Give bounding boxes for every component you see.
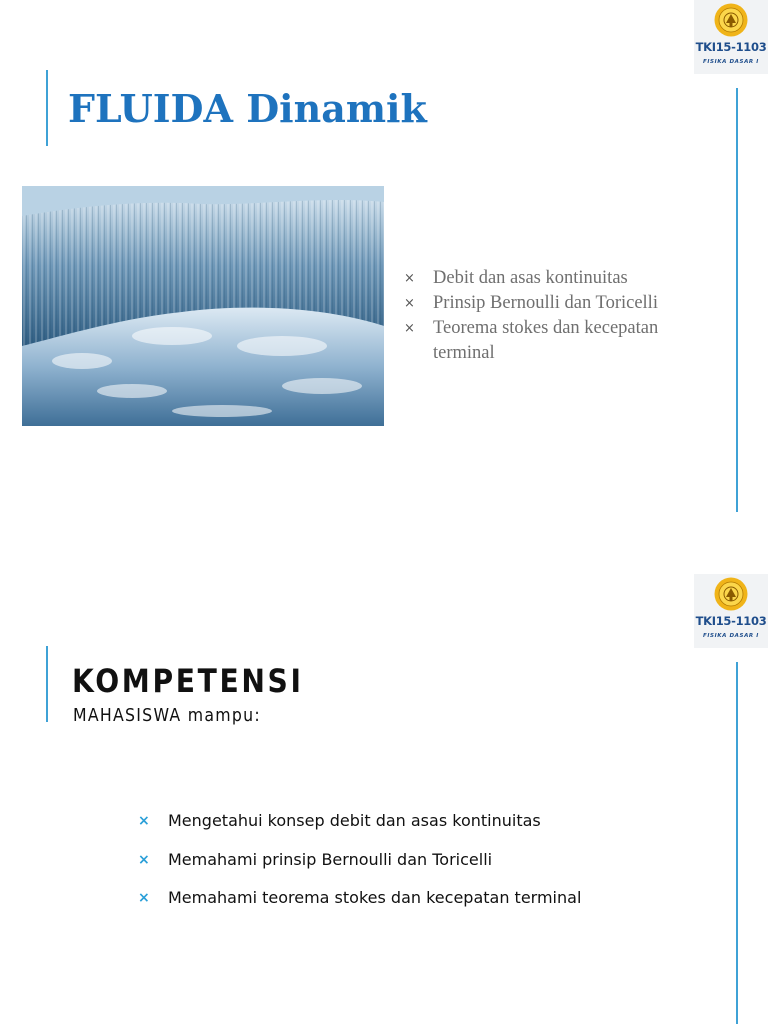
cross-bullet-icon: × — [138, 851, 150, 868]
list-item — [138, 887, 698, 926]
list-item — [404, 266, 724, 291]
waterfall-photo — [22, 186, 384, 426]
course-subject: FISIKA DASAR I — [703, 633, 759, 639]
cross-bullet-icon: × — [404, 321, 415, 336]
course-code: TKI15-1103 — [695, 614, 767, 628]
section-subtitle: MAHASISWA mampu: — [73, 706, 261, 726]
list-item — [138, 810, 698, 849]
list-item-text: Memahami teorema stokes dan kecepatan terminal — [168, 888, 582, 907]
topic-list — [404, 266, 724, 366]
right-accent-line — [736, 662, 738, 1024]
list-item — [138, 849, 698, 888]
list-item — [404, 291, 724, 316]
right-accent-line — [736, 88, 738, 512]
course-badge — [694, 574, 768, 648]
competency-list — [138, 810, 698, 926]
section-title: KOMPETENSI — [72, 662, 304, 700]
slide-kompetensi — [0, 512, 768, 1024]
cross-bullet-icon: × — [404, 271, 415, 286]
list-item-text: Teorema stokes dan kecepatan terminal — [433, 318, 659, 363]
list-item — [404, 316, 724, 366]
list-item-text: Prinsip Bernoulli dan Toricelli — [433, 293, 658, 313]
university-seal-icon — [714, 3, 748, 37]
course-subject: FISIKA DASAR I — [703, 59, 759, 65]
list-item-text: Mengetahui konsep debit dan asas kontinuitas — [168, 811, 541, 830]
course-badge — [694, 0, 768, 74]
title-accent-line — [46, 70, 48, 146]
list-item-text: Debit dan asas kontinuitas — [433, 268, 628, 288]
cross-bullet-icon: × — [138, 890, 150, 906]
page-title: FLUIDA Dinamik — [68, 86, 427, 131]
cross-bullet-icon: × — [404, 296, 415, 311]
cross-bullet-icon: × — [138, 813, 150, 829]
title-accent-line — [46, 646, 48, 722]
list-item-text: Memahami prinsip Bernoulli dan Toricelli — [168, 849, 493, 869]
course-code: TKI15-1103 — [695, 40, 767, 54]
university-seal-icon — [714, 577, 748, 611]
